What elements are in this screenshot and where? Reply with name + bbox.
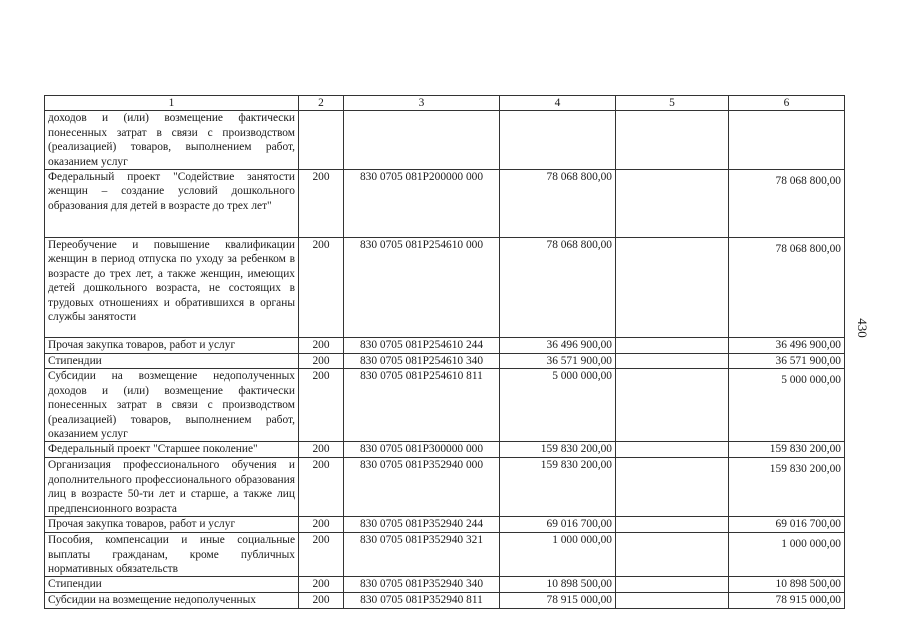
row-name: Прочая закупка товаров, работ и услуг	[45, 517, 299, 533]
table-row	[45, 369, 845, 442]
row-amount-4: 69 016 700,00	[500, 517, 616, 533]
table-row	[45, 354, 845, 369]
row-amount-5	[616, 170, 729, 238]
row-code: 830 0705 081P200000 000	[344, 170, 500, 238]
row-kvr: 200	[299, 458, 344, 517]
table-row	[45, 238, 845, 338]
row-amount-5	[616, 517, 729, 533]
row-kvr: 200	[299, 577, 344, 593]
row-code: 830 0705 081P352940 321	[344, 533, 500, 577]
row-amount-4: 1 000 000,00	[500, 533, 616, 577]
column-header-5: 5	[616, 96, 729, 111]
row-name: Субсидии на возмещение недополученных доходов и (или) возмещение фактически понесенных затрат в связи с производством (реализацией) товаров, выполнением работ, оказанием услуг	[45, 369, 299, 442]
table-row	[45, 533, 845, 577]
row-amount-6-text: 5 000 000,00	[781, 374, 841, 387]
budget-table	[44, 95, 845, 609]
row-amount-5	[616, 533, 729, 577]
row-amount-6: 36 496 900,00	[729, 338, 845, 354]
row-amount-6: 78 915 000,00	[729, 593, 845, 608]
table-row	[45, 517, 845, 533]
row-amount-6: 36 571 900,00	[729, 354, 845, 369]
row-name: Прочая закупка товаров, работ и услуг	[45, 338, 299, 354]
row-amount-6: 10 898 500,00	[729, 577, 845, 593]
row-amount-4: 36 571 900,00	[500, 354, 616, 369]
row-kvr: 200	[299, 533, 344, 577]
row-amount-6-text: 78 068 800,00	[775, 175, 841, 188]
row-kvr: 200	[299, 593, 344, 608]
row-name: Переобучение и повышение квалификации женщин в период отпуска по уходу за ребенком в возрасте до трех лет, а также женщин, имеющих детей дошкольного возраста, не состоящих в трудовых отношениях и обратившихся в органы службы занятости	[45, 238, 299, 338]
budget-table-body	[45, 96, 845, 609]
row-kvr	[299, 111, 344, 170]
row-kvr: 200	[299, 354, 344, 369]
column-header-3: 3	[344, 96, 500, 111]
table-row	[45, 593, 845, 608]
row-kvr: 200	[299, 517, 344, 533]
row-amount-6-text: 1 000 000,00	[781, 538, 841, 551]
row-amount-6	[729, 170, 845, 238]
table-row	[45, 442, 845, 458]
row-code: 830 0705 081P254610 340	[344, 354, 500, 369]
row-code: 830 0705 081P352940 340	[344, 577, 500, 593]
row-amount-4	[500, 111, 616, 170]
row-amount-6: 159 830 200,00	[729, 442, 845, 458]
column-header-2: 2	[299, 96, 344, 111]
table-row	[45, 338, 845, 354]
header-row	[45, 96, 845, 111]
row-amount-6	[729, 533, 845, 577]
row-kvr: 200	[299, 170, 344, 238]
row-code: 830 0705 081P254610 244	[344, 338, 500, 354]
row-amount-6	[729, 458, 845, 517]
row-code: 830 0705 081P300000 000	[344, 442, 500, 458]
row-amount-5	[616, 577, 729, 593]
row-amount-5	[616, 369, 729, 442]
row-name: доходов и (или) возмещение фактически понесенных затрат в связи с производством (реализацией) товаров, выполнением работ, оказанием услуг	[45, 111, 299, 170]
row-amount-5	[616, 338, 729, 354]
row-amount-4: 159 830 200,00	[500, 458, 616, 517]
row-amount-6-text: 159 830 200,00	[769, 463, 841, 476]
row-amount-5	[616, 458, 729, 517]
row-amount-6: 69 016 700,00	[729, 517, 845, 533]
row-code: 830 0705 081P254610 000	[344, 238, 500, 338]
column-header-1: 1	[45, 96, 299, 111]
row-name: Субсидии на возмещение недополученных	[45, 593, 299, 608]
row-amount-4: 78 068 800,00	[500, 238, 616, 338]
row-amount-6	[729, 369, 845, 442]
row-amount-5	[616, 442, 729, 458]
row-amount-5	[616, 111, 729, 170]
row-amount-6-text: 78 068 800,00	[775, 243, 841, 256]
table-row	[45, 111, 845, 170]
row-kvr: 200	[299, 238, 344, 338]
row-amount-6	[729, 111, 845, 170]
row-amount-4: 159 830 200,00	[500, 442, 616, 458]
row-name: Организация профессионального обучения и дополнительного профессионального образования лиц в возрасте 50-ти лет и старше, а также лиц предпенсионного возраста	[45, 458, 299, 517]
row-code: 830 0705 081P352940 000	[344, 458, 500, 517]
table-row	[45, 577, 845, 593]
row-code: 830 0705 081P254610 811	[344, 369, 500, 442]
page-number: 430	[855, 318, 870, 338]
row-kvr: 200	[299, 442, 344, 458]
column-header-6: 6	[729, 96, 845, 111]
row-amount-5	[616, 354, 729, 369]
row-amount-4: 78 068 800,00	[500, 170, 616, 238]
row-amount-4: 5 000 000,00	[500, 369, 616, 442]
row-amount-5	[616, 238, 729, 338]
row-kvr: 200	[299, 338, 344, 354]
row-name: Стипендии	[45, 577, 299, 593]
row-name: Стипендии	[45, 354, 299, 369]
row-name: Федеральный проект "Содействие занятости женщин – создание условий дошкольного образования для детей в возрасте до трех лет"	[45, 170, 299, 238]
row-amount-4: 78 915 000,00	[500, 593, 616, 608]
row-code: 830 0705 081P352940 811	[344, 593, 500, 608]
row-name: Федеральный проект "Старшее поколение"	[45, 442, 299, 458]
row-amount-4: 10 898 500,00	[500, 577, 616, 593]
table-row	[45, 170, 845, 238]
row-code: 830 0705 081P352940 244	[344, 517, 500, 533]
row-amount-5	[616, 593, 729, 608]
column-header-4: 4	[500, 96, 616, 111]
row-code	[344, 111, 500, 170]
row-kvr: 200	[299, 369, 344, 442]
row-amount-4: 36 496 900,00	[500, 338, 616, 354]
table-row	[45, 458, 845, 517]
row-name: Пособия, компенсации и иные социальные выплаты гражданам, кроме публичных нормативных обязательств	[45, 533, 299, 577]
row-amount-6	[729, 238, 845, 338]
